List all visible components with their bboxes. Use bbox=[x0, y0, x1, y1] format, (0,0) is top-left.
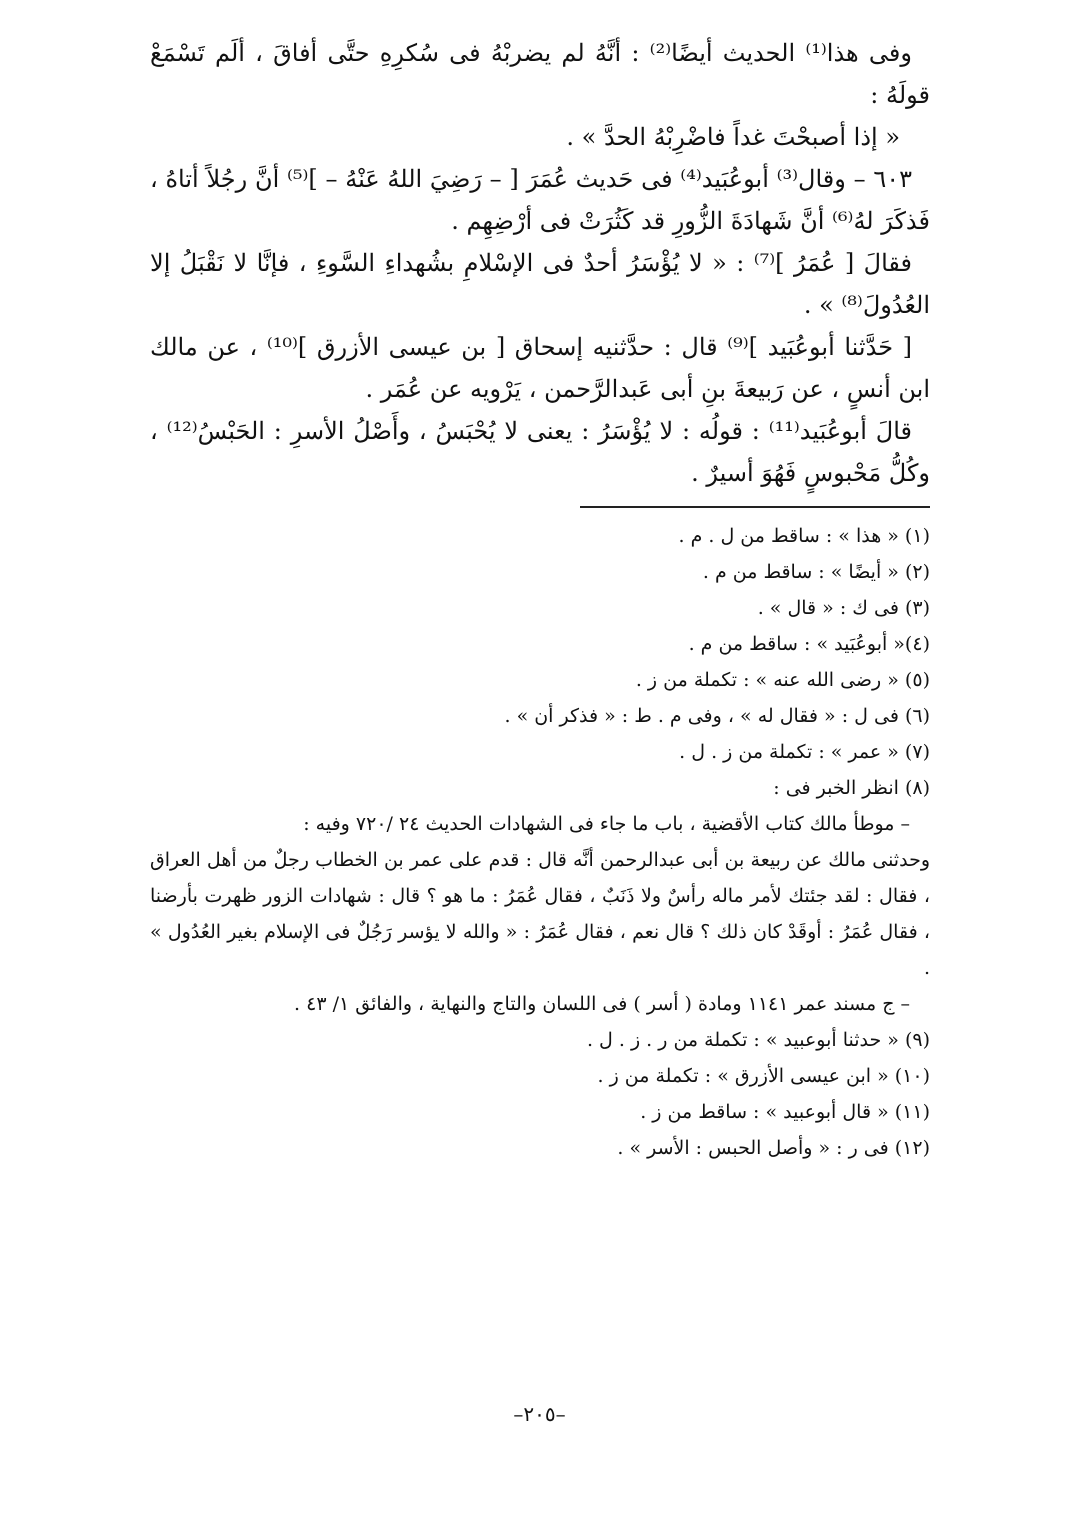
footnotes bbox=[150, 518, 930, 1166]
footnote: (٩) « حدثنا أبوعبيد » : تكملة من ر . ز . ل . bbox=[586, 1029, 930, 1051]
paragraph-603: ٦٠٣ – وقال⁽³⁾ أبوعُبَيد⁽⁴⁾ فى حَديث عُمَرَ [ – رَضِيَ اللهُ عَنْهُ – ]⁽⁵⁾ أنَّ رجُلاً أتاهُ ، فَذكَرَ لهُ⁽⁶⁾ أنَّ شَهادَةَ الزُّورِ قد كَثُرَتْ فى أرْضِهِم . bbox=[150, 165, 930, 235]
isnad-paragraph: [ حَدَّثنا أبوعُبَيد ]⁽⁹⁾ قال : حدَّثنيه إسحاق [ بن عيسى الأزرق ]⁽¹⁰⁾ ، عن مالك ابن أنسٍ ، عن رَبيعةَ بنِ أبى عَبدالرَّحمن ، يَرْويه عن عُمَر . bbox=[150, 333, 930, 403]
footnote-quote: وحدثنى مالك عن ربيعة بن أبى عبدالرحمن أنَّه قال : قدم على عمر بن الخطاب رجلٌ من أهل العراق ، فقال : لقد جئتك لأمر ماله رأسٌ ولا ذَنَبٌ ، فقال عُمَرُ : ما هو ؟ قال : شهادات الزور ظهرت بأرضنا ، فقال عُمَرُ : أوقَدْ كان ذلك ؟ قال نعم ، فقال عُمَرُ : « والله لا يؤسر رَجُلٌ فى الإسلام بغير العُدُول » . bbox=[150, 849, 930, 979]
quoted-line: « إذا أصبحْتَ غداً فاضْرِبْهُ الحدَّ » . bbox=[566, 123, 900, 151]
footnote-source: – موطأ مالك كتاب الأقضية ، باب ما جاء فى الشهادات الحديث ٢٤ /٧٢٠ وفيه : bbox=[303, 813, 910, 835]
paragraph: قالَ أبوعُبَيد⁽¹¹⁾ : قولُه : لا يُؤْسَرُ : يعنى لا يُحْبَسُ ، وأَصْلُ الأسرِ : الحَبْسُ⁽¹²⁾ ، وكُلُّ مَحْبوسٍ فَهُوَ أسيرٌ . bbox=[150, 417, 930, 487]
footnote-source: – ج مسند عمر ١١٤١ ومادة ( أسر ) فى اللسان والتاج والنهاية ، والفائق ١/ ٤٣ . bbox=[294, 993, 910, 1015]
footnote: (١١) « قال أبوعبيد » : ساقط من ز . bbox=[640, 1101, 930, 1123]
footnote: (١٢) فى ر : « وأصل الحبس : الأسر » . bbox=[617, 1137, 930, 1159]
page-number: –٢٠٥– bbox=[513, 1402, 566, 1426]
footnote: (١٠) « ابن عيسى الأزرق » : تكملة من ز . bbox=[597, 1065, 930, 1087]
paragraph: فقالَ [ عُمَرُ ]⁽⁷⁾ : « لا يُؤْسَرُ أحدٌ فى الإسْلامِ بشُهداءِ السَّوءِ ، فإنَّا لا نَقْبَلُ إلا العُدُولَ⁽⁸⁾ » . bbox=[150, 249, 930, 319]
footnote: (٤)« أبوعُبَيد » : ساقط من م . bbox=[688, 633, 930, 655]
footnote: (٥) « رضى الله عنه » : تكملة من ز . bbox=[635, 669, 930, 691]
footnote-divider bbox=[580, 506, 930, 508]
footnote: (٣) فى ك : « قال » . bbox=[757, 597, 930, 619]
footnote: (١) « هذا » : ساقط من ل . م . bbox=[678, 525, 930, 547]
main-text bbox=[150, 32, 930, 494]
footnote: (٨) انظر الخبر فى : bbox=[773, 777, 930, 799]
paragraph: وفى هذا⁽¹⁾ الحديث أيضًا⁽²⁾ : أنَّهُ لم يضربْهُ فى سُكرِهِ حتَّى أفاقَ ، ألَم تَسْمَعْ قولَهُ : bbox=[150, 39, 930, 109]
page-body bbox=[150, 32, 930, 1166]
footnote: (٢) « أيضًا » : ساقط من م . bbox=[702, 561, 930, 583]
footnote: (٧) « عمر » : تكملة من ز . ل . bbox=[679, 741, 930, 763]
footnote: (٦) فى ل : « فقال له » ، وفى م . ط : « فذكر أن » . bbox=[504, 705, 930, 727]
